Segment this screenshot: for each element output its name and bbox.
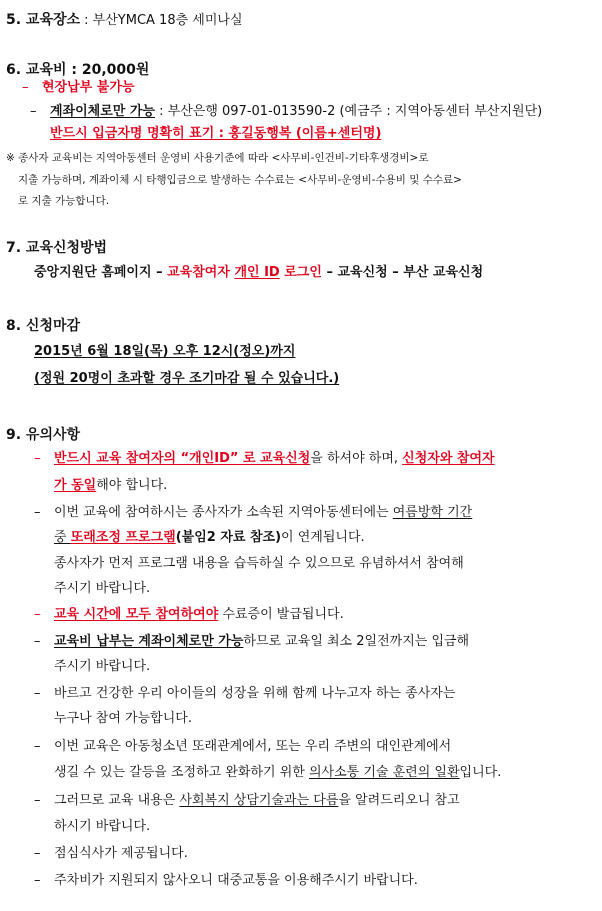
- notice-1-personal-id: 반드시 교육 참여자의 “개인ID” 로 교육신청: [54, 451, 311, 466]
- section-6-heading: 6. 교육비 : 20,000원: [6, 62, 150, 78]
- dash-marker: –: [34, 607, 41, 622]
- notice-item-3: [34, 607, 344, 623]
- notice-3-attend-all: 교육 시간에 모두 참여하여야: [54, 607, 219, 622]
- notice-item-2: [34, 505, 472, 521]
- dash-marker: –: [34, 451, 41, 466]
- dash-marker: –: [22, 80, 29, 95]
- notice-2-linked: 이 연계됩니다.: [281, 530, 365, 545]
- notice-9-parking: 주차비가 지원되지 않사오니 대중교통을 이용해주시기 바랍니다.: [54, 873, 418, 888]
- onsite-payment-unavailable: 현장납부 불가능: [42, 80, 135, 95]
- notice-1-text: 을 하셔야 하며,: [310, 451, 403, 466]
- notice-item-7: [34, 793, 460, 809]
- notice-3-certificate: 수료증이 발급됩니다.: [218, 607, 344, 622]
- notice-1-end: 해야 합니다.: [96, 478, 168, 493]
- method-homepage: 중앙지원단 홈페이지 –: [34, 265, 168, 280]
- dash-marker: –: [34, 686, 41, 701]
- notice-6-communication: 의사소통 기술 훈련의 일환: [308, 765, 460, 780]
- section-7-heading: 7. 교육신청방법: [6, 240, 108, 256]
- fee-note-line-2: 지출 가능하며, 계좌이체 시 타행입금으로 발생하는 수수료는 <사무비-운영비-수용비 및 수수료>: [18, 174, 462, 186]
- transfer-only-label: 계좌이체로만 가능: [50, 104, 155, 119]
- application-deadline: 2015년 6월 18일(목) 오후 12시(정오)까지: [34, 344, 296, 359]
- section-6-bullet-2: [30, 104, 542, 120]
- notice-item-1-cont: [54, 478, 167, 494]
- notice-2-during: 중: [54, 530, 71, 545]
- method-apply: – 교육신청 – 부산 교육신청: [321, 265, 484, 280]
- notice-item-5-cont: 누구나 참여 가능합니다.: [54, 711, 192, 726]
- dash-marker: –: [34, 739, 41, 754]
- notice-item-6-cont: [54, 765, 501, 781]
- notice-4-text: 하므로 교육일 최소 2일전까지는 입금해: [243, 634, 470, 649]
- notice-item-2-line3: 종사자가 먼저 프로그램 내용을 습득하실 수 있으므로 유념하셔서 참여해: [54, 556, 464, 571]
- notice-item-6: [34, 739, 451, 755]
- method-participant: 교육참여자: [167, 265, 235, 280]
- section-6-bullet-1: [22, 80, 134, 96]
- fee-note-line-1: ※ 종사자 교육비는 지역아동센터 운영비 사용기준에 따라 <사무비-인건비-기타후생경비>로: [6, 152, 429, 164]
- section-8-heading: 8. 신청마감: [6, 318, 81, 334]
- bank-account-info: : 부산은행 097-01-013590-2 (예금주 : 지역아동센터 부산지원단): [155, 104, 543, 119]
- notice-1-same: 가 동일: [54, 478, 97, 493]
- notice-6-text: 이번 교육은 아동청소년 또래관계에서, 또는 우리 주변의 대인관계에서: [54, 739, 452, 754]
- fee-note-line-3: 로 지출 가능합니다.: [18, 195, 110, 207]
- notice-item-7-cont: 하시기 바랍니다.: [54, 819, 151, 834]
- method-login: 로그인: [279, 265, 322, 280]
- depositor-name-note: 반드시 입금자명 명확히 표기 : 홍길동행복 (이름+센터명): [50, 126, 382, 141]
- dash-marker: –: [34, 846, 41, 861]
- notice-item-2-line4: 주시기 바랍니다.: [54, 581, 151, 596]
- section-5-value: : 부산YMCA 18층 세미나실: [80, 13, 243, 28]
- section-5-line: [6, 12, 243, 29]
- dash-marker: –: [34, 505, 41, 520]
- notice-2-program: 또래조정 프로그램: [70, 530, 176, 545]
- notice-2-summer: 여름방학 기간: [392, 505, 473, 520]
- notice-8-lunch: 점심식사가 제공됩니다.: [54, 846, 188, 861]
- notice-1-applicant: 신청자와 참여자: [402, 451, 495, 466]
- notice-item-5: [34, 686, 455, 702]
- notice-5-text: 바르고 건강한 우리 아이들의 성장을 위해 함께 나누고자 하는 종사자는: [54, 686, 456, 701]
- notice-7-text: 그러므로 교육 내용은: [54, 793, 180, 808]
- section-9-heading: 9. 유의사항: [6, 427, 81, 443]
- early-closing-note: (정원 20명이 초과할 경우 조기마감 될 수 있습니다.): [34, 371, 340, 386]
- notice-7-refer: 을 알려드리오니 참고: [338, 793, 460, 808]
- notice-item-8: [34, 846, 188, 862]
- notice-6-text-2: 생길 수 있는 갈등을 조정하고 완화하기 위한: [54, 765, 309, 780]
- notice-2-attachment: (붙임2 자료 참조): [175, 530, 282, 545]
- notice-6-end: 입니다.: [459, 765, 502, 780]
- notice-item-9: [34, 873, 418, 889]
- dash-marker: –: [34, 873, 41, 888]
- section-5-heading: 5. 교육장소: [6, 12, 81, 28]
- dash-marker: –: [34, 793, 41, 808]
- notice-item-4: [34, 634, 469, 650]
- notice-4-transfer-only: 교육비 납부는 계좌이체로만 가능: [54, 634, 244, 649]
- notice-item-4-cont: 주시기 바랍니다.: [54, 659, 151, 674]
- dash-marker: –: [30, 104, 37, 119]
- dash-marker: –: [34, 634, 41, 649]
- method-personal-id: 개인 ID: [234, 265, 280, 280]
- notice-2-text: 이번 교육에 참여하시는 종사자가 소속된 지역아동센터에는: [54, 505, 393, 520]
- application-method: [34, 265, 483, 281]
- notice-7-difference: 사회복지 상담기술과는 다름: [179, 793, 339, 808]
- notice-item-2-cont: [54, 530, 365, 546]
- notice-item-1: [34, 451, 495, 467]
